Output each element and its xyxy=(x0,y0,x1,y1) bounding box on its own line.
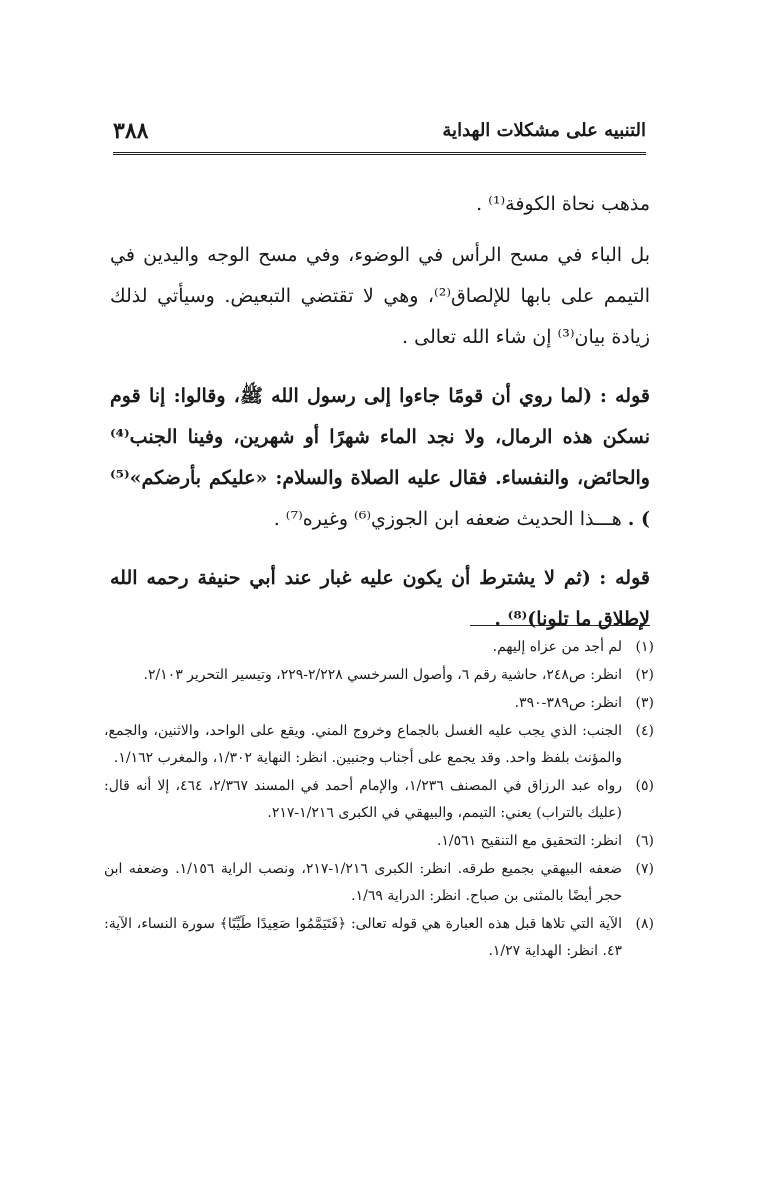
footnote-number: (٤) xyxy=(635,723,654,739)
footnote xyxy=(104,828,654,855)
footnote-number: (٧) xyxy=(635,861,654,877)
footnote-text: انظر: التحقيق مع التنقيح ١/٥٦١. xyxy=(436,833,622,849)
footnote-number: (٨) xyxy=(635,916,654,932)
footnote-number: (٥) xyxy=(635,778,654,794)
paragraph-4 xyxy=(110,558,650,640)
quote-lead: قوله : xyxy=(599,385,650,407)
footnote-text: لم أجد من عزاه إليهم. xyxy=(492,639,622,655)
footnote-text: ضعفه البيهقي بجميع طرقه. انظر: الكبرى ١/٢١٦-٢١٧، ونصب الراية ١/١٥٦. وضعفه ابن حجر أيضًا بالمثنى بن صباح. انظر: الدراية ١/٦٩. xyxy=(104,861,622,904)
footnote-number: (٣) xyxy=(635,695,654,711)
paragraph-1: مذهب نحاة الكوفة⁽¹⁾ . xyxy=(476,193,650,215)
footnotes xyxy=(104,634,654,966)
paragraph-2: بل الباء في مسح الرأس في الوضوء، وفي مسح الوجه واليدين في التيمم على بابها للإلصاق⁽²⁾، وهي لا تقتضي التبعيض. وسيأتي لذلك زيادة بيان⁽³⁾ إن شاء الله تعالى . xyxy=(110,244,650,348)
footnote xyxy=(104,662,654,689)
footnote xyxy=(104,690,654,717)
footnote-divider xyxy=(470,625,650,626)
page-header xyxy=(113,116,646,155)
footnote-number: (١) xyxy=(635,639,654,655)
footnote-text: رواه عبد الرزاق في المصنف ١/٢٣٦، والإمام أحمد في المسند ٢/٣٦٧، ٤٦٤، إلا أنه قال: (عليك بالتراب) يعني: التيمم، والبيهقي في الكبرى ١/٢١٦-٢١٧. xyxy=(104,778,623,821)
footnote-text: الجنب: الذي يجب عليه الغسل بالجماع وخروج المني. ويقع على الواحد، والاثنين، والجمع، والمؤنث بلفظ واحد. وقد يجمع على أجناب وجنبين. انظر: النهاية ١/٣٠٢، والمغرب ١/١٦٢. xyxy=(104,723,622,766)
footnote-text: الآية التي تلاها قبل هذه العبارة هي قوله تعالى: ﴿فَتَيَمَّمُوا صَعِيدًا طَيِّبًا﴾ سورة النساء، الآية: ٤٣. انظر: الهداية ١/٢٧. xyxy=(104,916,622,959)
footnote-text: انظر: ص٣٨٩-٣٩٠. xyxy=(514,695,622,711)
footnote xyxy=(104,718,654,772)
commentary-text: هـــذا الحديث ضعفه ابن الجوزي⁽⁶⁾ وغيره⁽⁷⁾ . xyxy=(273,508,622,530)
footnote xyxy=(104,856,654,910)
main-text xyxy=(110,184,650,650)
footnote-number: (٢) xyxy=(635,667,654,683)
footnote xyxy=(104,634,654,661)
quoted-text: (لما روي أن قومًا جاءوا إلى رسول الله ﷺ، وقالوا: إنا قوم نسكن هذه الرمال، ولا نجد الماء شهرًا أو شهرين، وفينا الجنب⁽⁴⁾ والحائض، والنفساء. فقال عليه الصلاة والسلام: «عليكم بأرضكم»⁽⁵⁾ ) . xyxy=(110,385,650,530)
footnote-number: (٦) xyxy=(635,833,654,849)
running-title: التنبيه على مشكلات الهداية xyxy=(442,120,646,141)
quoted-text: (ثم لا يشترط أن يكون عليه غبار عند أبي حنيفة رحمه الله لإطلاق ما تلونا)⁽⁸⁾ . xyxy=(110,567,650,630)
page-number: ٣٨٨ xyxy=(113,118,149,144)
quote-lead: قوله : xyxy=(599,567,650,589)
paragraph-3 xyxy=(110,376,650,540)
footnote xyxy=(104,773,654,827)
footnote xyxy=(104,911,654,965)
footnote-text: انظر: ص٢٤٨، حاشية رقم ٦، وأصول السرخسي ٢/٢٢٨-٢٢٩، وتيسير التحرير ٢/١٠٣. xyxy=(143,667,622,683)
